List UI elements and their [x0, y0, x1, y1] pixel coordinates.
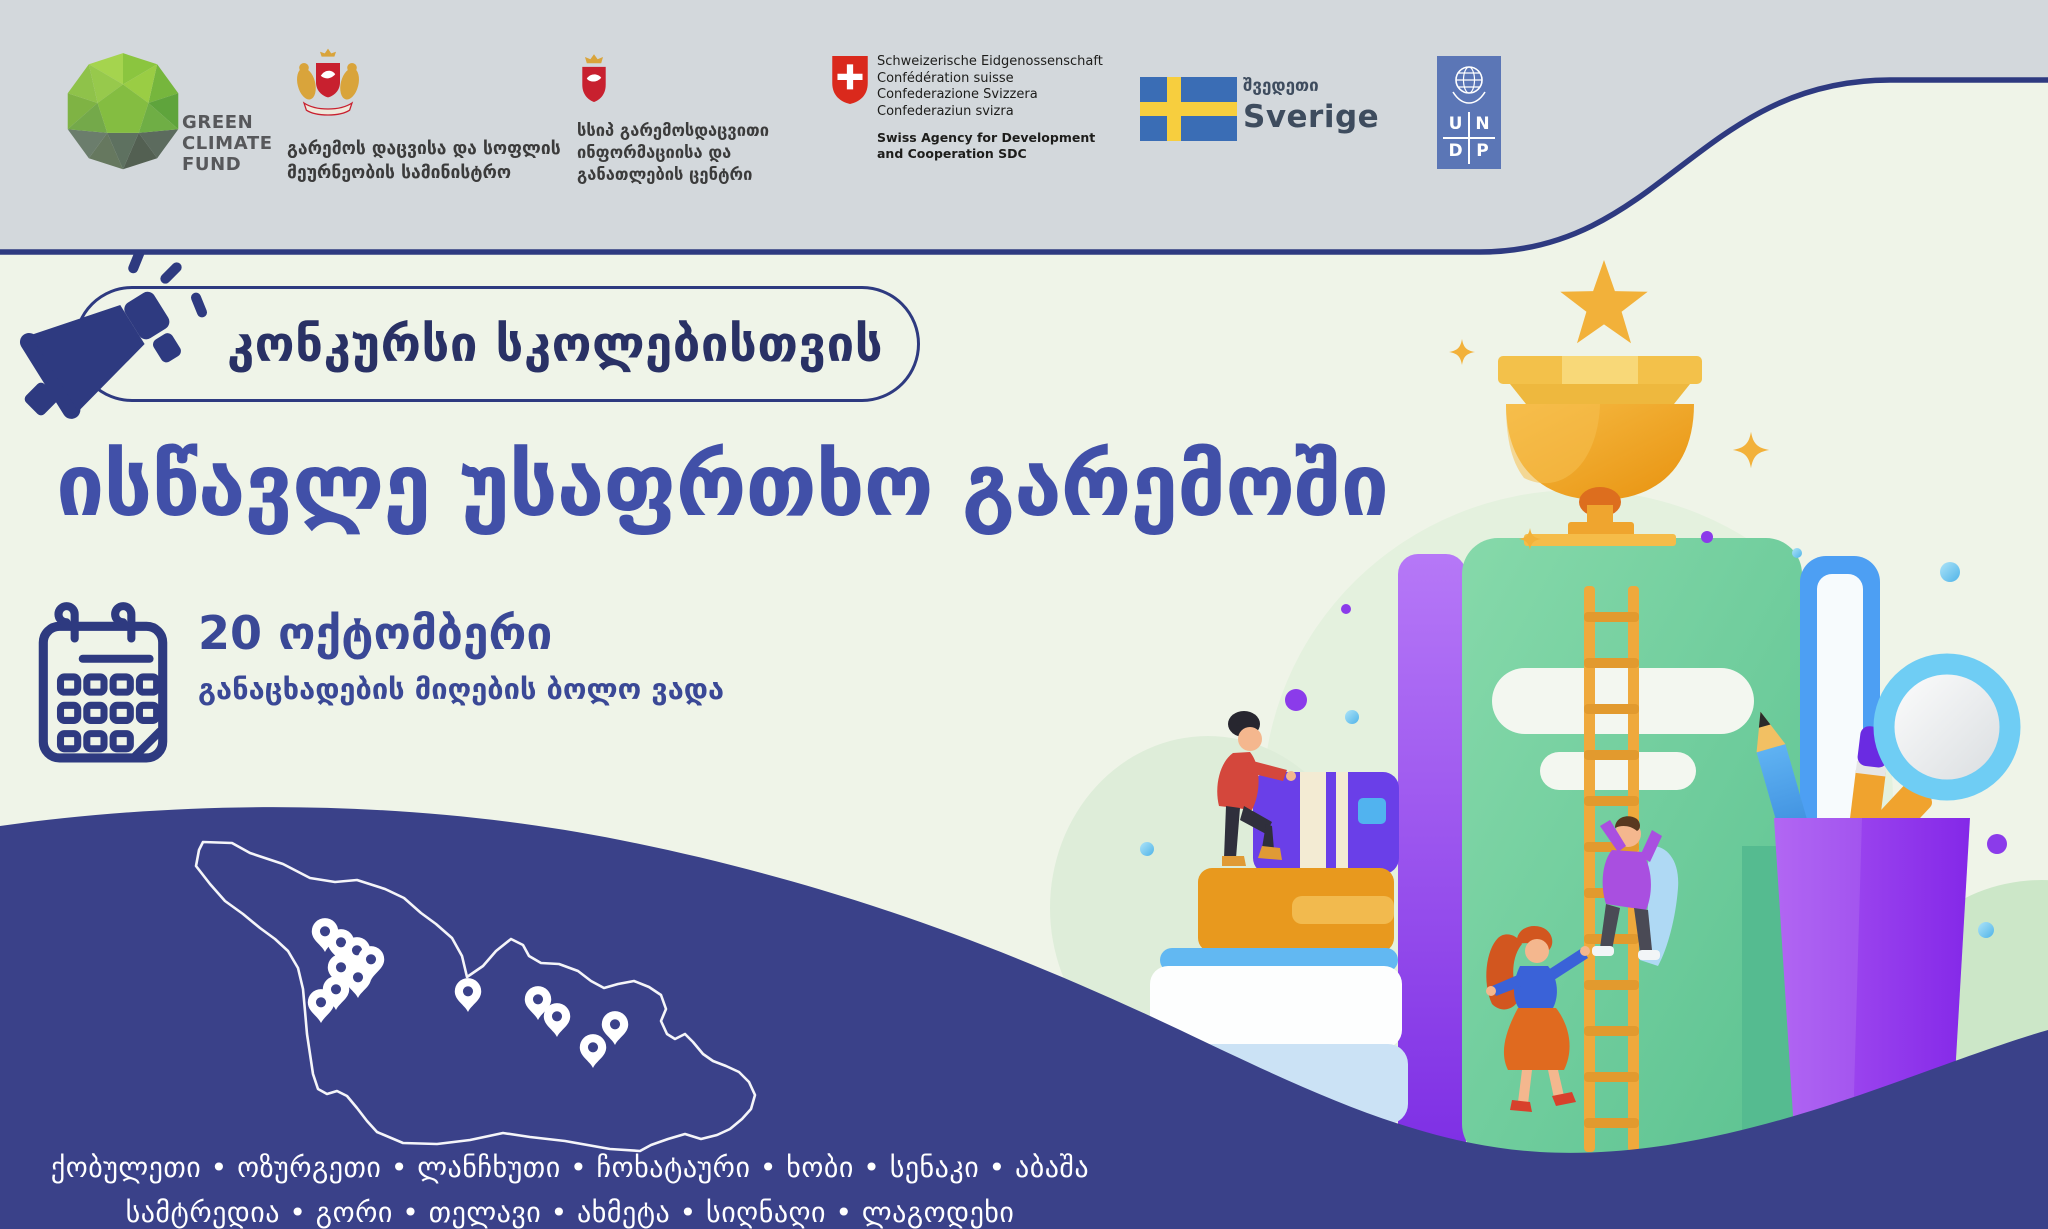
ministry-wordmark: გარემოს დაცვისა და სოფლის მეურნეობის სამინისტრო [287, 139, 561, 183]
header-bar [0, 0, 2048, 260]
cities-line-1: ქობულეთი • ოზურგეთი • ლანჩხუთი • ჩოხატაური • ხობი • სენაკი • აბაშა [50, 1151, 1090, 1184]
sdc-shield-icon [831, 56, 869, 104]
megaphone-icon [14, 238, 232, 426]
calendar-icon [36, 596, 170, 766]
badge-label: კონკურსი სკოლებისთვის [226, 315, 884, 373]
deadline-date: 20 ოქტომბერი [198, 606, 553, 660]
cities-list [40, 1146, 1100, 1229]
un-emblem-icon [1447, 62, 1491, 108]
deadline-note: განაცხადების მიღების ბოლო ვადა [198, 672, 725, 706]
eiec-emblem [576, 54, 612, 114]
main-title: ისწავლე უსაფრთხო გარემოში [56, 436, 1389, 536]
cities-line-2: სამტრედია • გორი • თელავი • ახმეტა • სიღნაღი • ლაგოდეხი [125, 1195, 1015, 1229]
gcf-wordmark: GREEN CLIMATE FUND [182, 112, 273, 176]
undp-letters: U N D P [1443, 112, 1495, 164]
undp-logo [1437, 56, 1501, 169]
gcf-logo-icon [56, 42, 190, 176]
sweden-flag-icon [1140, 77, 1237, 141]
ministry-emblem [284, 38, 372, 136]
sdc-wordmark: Schweizerische Eidgenossenschaft Confédération suisse Confederazione Svizzera Confederaziun svizra Swiss Agency for Development and Cooperation SDC [877, 54, 1103, 161]
deadline-block [36, 596, 724, 766]
eiec-wordmark: სსიპ გარემოსდაცვითი ინფორმაციისა და განათლების ცენტრი [577, 121, 769, 184]
sweden-wordmark: შვედეთი Sverige [1243, 76, 1380, 135]
